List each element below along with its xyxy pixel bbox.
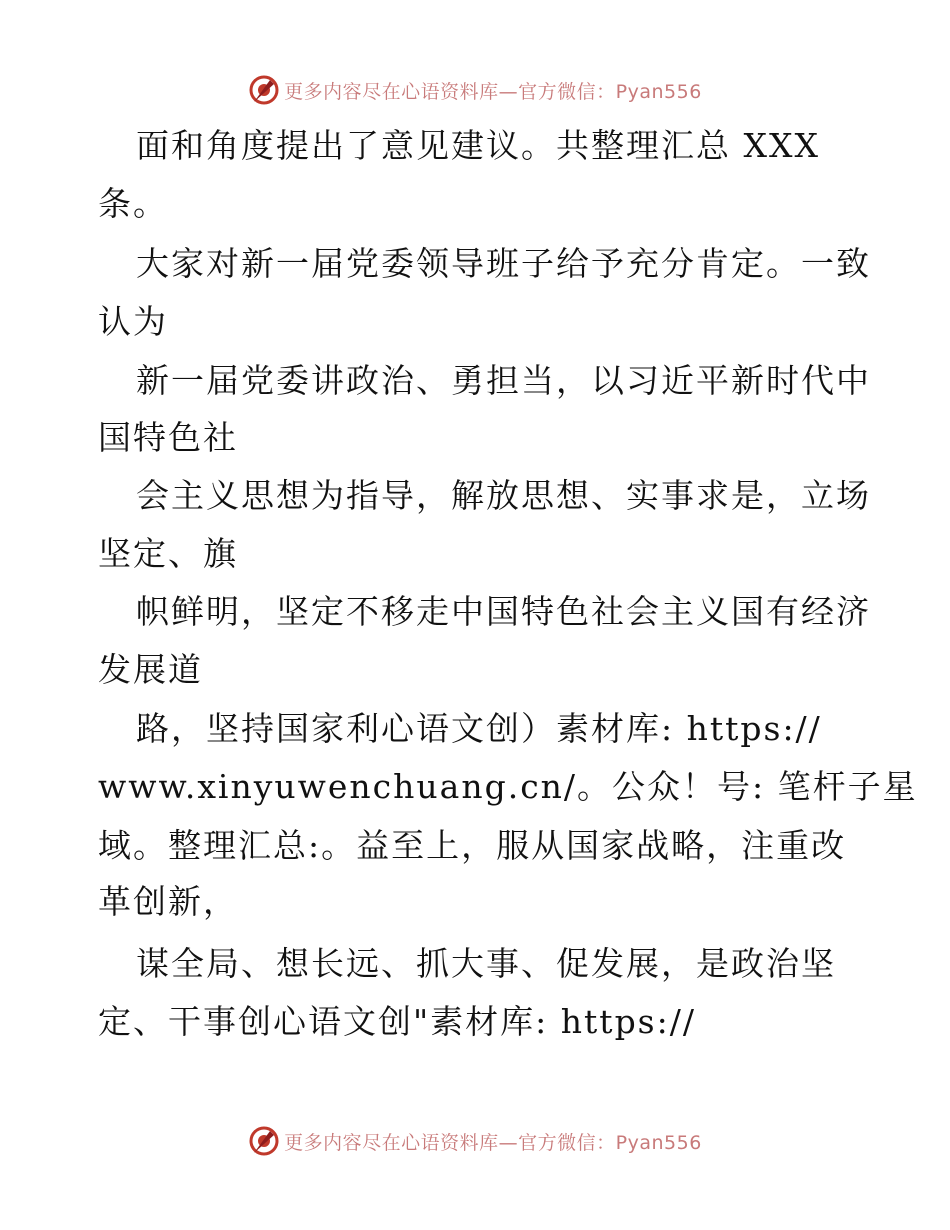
body-line: 认为 bbox=[98, 302, 168, 341]
footer-banner-text: 更多内容尽在心语资料库—官方微信：Pyan556 bbox=[284, 1131, 702, 1154]
body-line: 发展道 bbox=[98, 650, 203, 689]
body-line: 定、干事创心语文创"素材库: https:// bbox=[98, 1002, 696, 1041]
body-line: 大家对新一届党委领导班子给予充分肯定。一致 bbox=[136, 244, 871, 283]
header-banner bbox=[0, 70, 950, 110]
footer-banner bbox=[0, 1121, 950, 1161]
body-line: 面和角度提出了意见建议。共整理汇总 XXX bbox=[136, 126, 820, 165]
body-line: 革创新， bbox=[98, 882, 238, 921]
body-line: 国特色社 bbox=[98, 418, 238, 457]
body-line: 帜鲜明，坚定不移走中国特色社会主义国有经济 bbox=[136, 592, 871, 631]
header-banner-text: 更多内容尽在心语资料库—官方微信：Pyan556 bbox=[284, 80, 702, 103]
body-line: 路，坚持国家利心语文创）素材库: https:// bbox=[136, 709, 822, 748]
body-line: 坚定、旗 bbox=[98, 534, 238, 573]
quill-logo-icon bbox=[248, 74, 280, 106]
body-line: 谋全局、想长远、抓大事、促发展，是政治坚 bbox=[136, 944, 836, 983]
body-line: 新一届党委讲政治、勇担当，以习近平新时代中 bbox=[136, 361, 871, 400]
body-line: 会主义思想为指导，解放思想、实事求是，立场 bbox=[136, 476, 871, 515]
body-line: www.xinyuwenchuang.cn/。公众！号: 笔杆子星 bbox=[98, 767, 918, 806]
body-line: 条。 bbox=[98, 184, 168, 223]
body-line: 域。整理汇总:。益至上，服从国家战略，注重改 bbox=[98, 826, 847, 865]
quill-logo-icon bbox=[248, 1125, 280, 1157]
